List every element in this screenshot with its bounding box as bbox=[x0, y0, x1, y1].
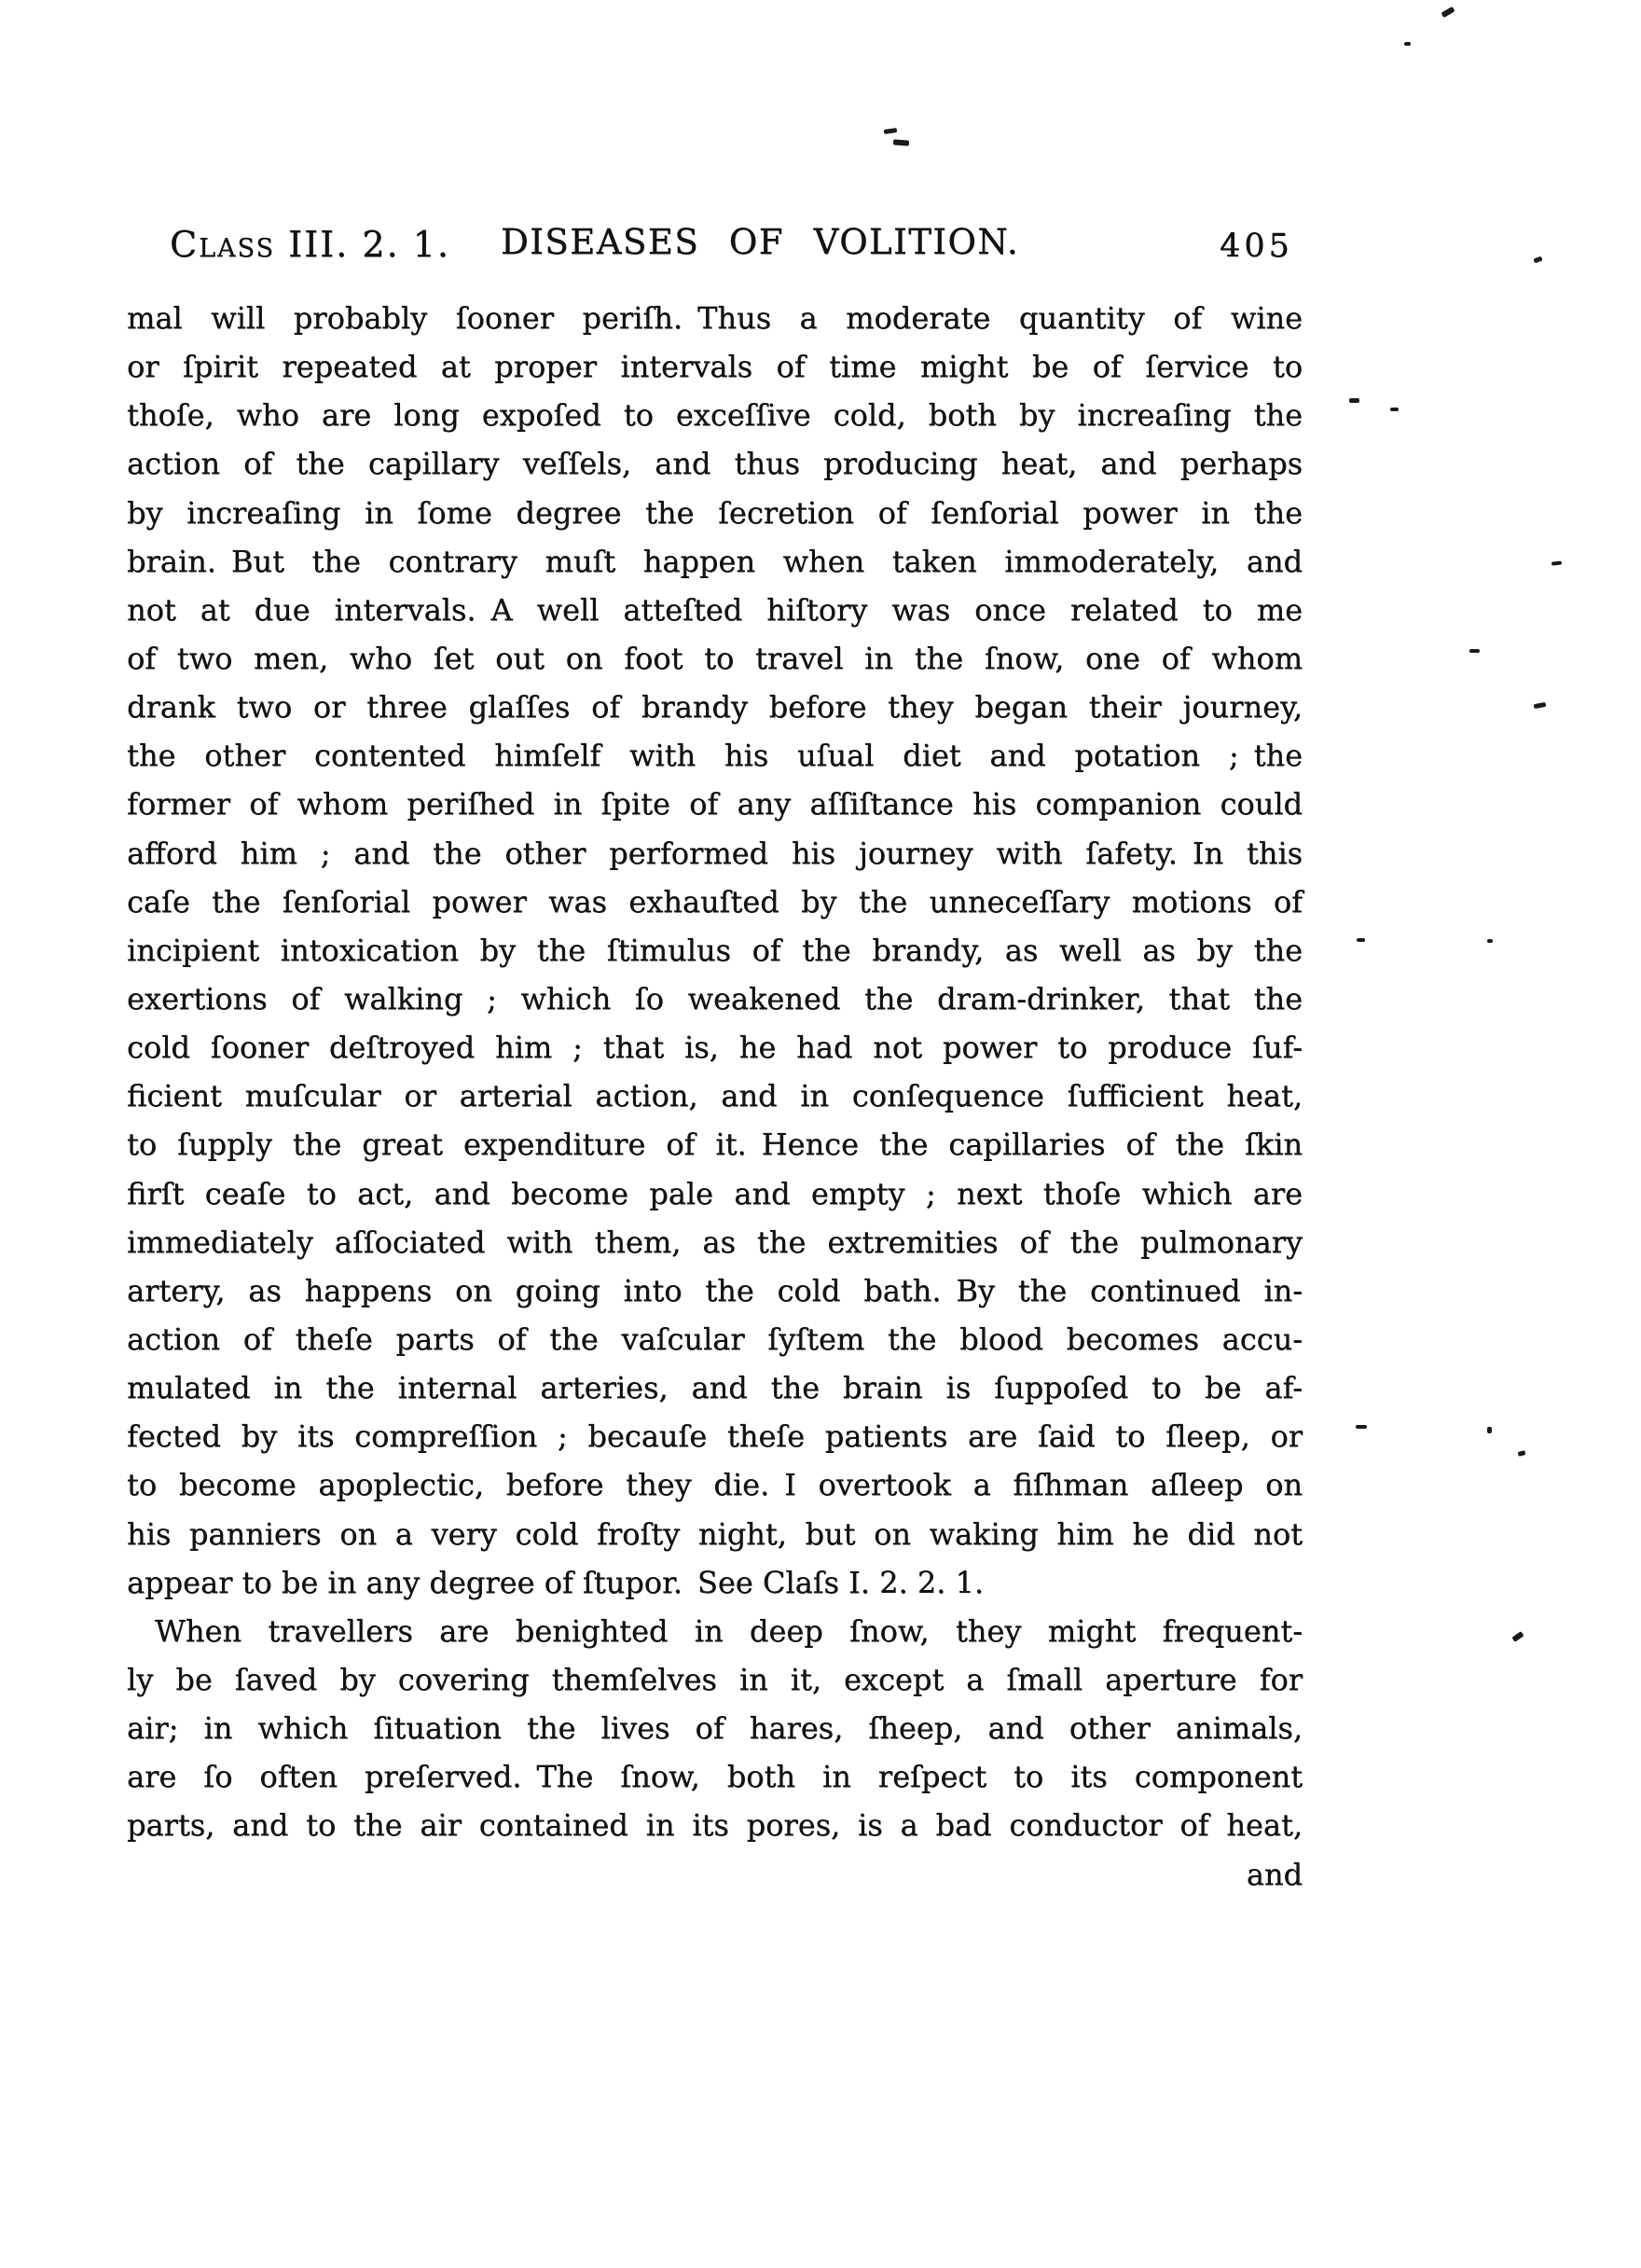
text-line: action of the capillary veſſels, and thus producing heat, and perhaps bbox=[127, 446, 1303, 482]
ink-speck bbox=[1469, 649, 1480, 653]
text-line: exertions of walking ; which ſo weakened the dram-drinker, that the bbox=[127, 980, 1303, 1016]
text-line: by increaſing in ſome degree the ſecretion of ſenſorial power in the bbox=[127, 494, 1303, 531]
header-class-label: Class III. 2. 1. bbox=[170, 224, 450, 265]
text-line: thoſe, who are long expoſed to exceſſive cold, both by increaſing the bbox=[127, 397, 1303, 434]
text-line: to ſupply the great expenditure of it. Hence the capillaries of the ſkin bbox=[127, 1127, 1303, 1163]
text-line: afford him ; and the other performed his journey with ſafety. In this bbox=[127, 835, 1303, 871]
body-text bbox=[127, 294, 1303, 1899]
text-line: artery, as happens on going into the cold bath. By the continued in- bbox=[127, 1272, 1303, 1308]
text-line: firſt ceaſe to act, and become pale and empty ; next thoſe which are bbox=[127, 1175, 1303, 1211]
ink-speck bbox=[1441, 7, 1455, 18]
ink-speck bbox=[1511, 1631, 1524, 1642]
text-line: air; in which ſituation the lives of hares, ſheep, and other animals, bbox=[127, 1710, 1303, 1747]
text-line: or ſpirit repeated at proper intervals of time might be of ſervice to bbox=[127, 349, 1303, 385]
ink-speck bbox=[884, 128, 898, 134]
text-line: appear to be in any degree of ſtupor. See Claſs I. 2. 2. 1. bbox=[127, 1564, 985, 1600]
text-line: former of whom periſhed in ſpite of any aſſiſtance his companion could bbox=[127, 786, 1303, 823]
text-line: immediately aſſociated with them, as the extremities of the pulmonary bbox=[127, 1224, 1303, 1260]
text-line: mal will probably ſooner periſh. Thus a moderate quantity of wine bbox=[127, 300, 1303, 336]
text-line: action of theſe parts of the vaſcular ſyſtem the blood becomes accu- bbox=[127, 1321, 1303, 1357]
ink-speck bbox=[1390, 408, 1399, 411]
ink-speck bbox=[1349, 398, 1359, 403]
text-line: mulated in the internal arteries, and the brain is ſuppoſed to be af- bbox=[127, 1370, 1303, 1406]
ink-speck bbox=[1356, 1425, 1367, 1429]
header-title: DISEASES OF VOLITION. bbox=[501, 222, 1019, 262]
text-line: of two men, who ſet out on foot to travel in the ſnow, one of whom bbox=[127, 640, 1303, 676]
header-page-number: 405 bbox=[1220, 228, 1293, 265]
text-line: not at due intervals. A well atteſted hiſtory was once related to me bbox=[127, 591, 1303, 628]
text-line: incipient intoxication by the ſtimulus of the brandy, as well as by the bbox=[127, 932, 1303, 968]
catchword: and bbox=[1246, 1856, 1303, 1892]
ink-speck bbox=[893, 139, 909, 145]
text-line: caſe the ſenſorial power was exhauſted by the unneceſſary motions of bbox=[127, 883, 1303, 920]
ink-speck bbox=[1551, 560, 1562, 565]
text-line: ficient muſcular or arterial action, and in conſequence ſufficient heat, bbox=[127, 1078, 1303, 1114]
text-line: ly be ſaved by covering themſelves in it, except a ſmall aperture for bbox=[127, 1661, 1303, 1697]
text-line: to become apoplectic, before they die. I overtook a fiſhman aſleep on bbox=[127, 1467, 1303, 1503]
text-line: the other contented himſelf with his uſual diet and potation ; the bbox=[127, 738, 1303, 774]
ink-speck bbox=[1487, 1427, 1492, 1433]
ink-speck bbox=[1534, 702, 1547, 709]
text-line: his panniers on a very cold froſty night, but on waking him he did not bbox=[127, 1515, 1303, 1552]
ink-speck bbox=[1533, 256, 1542, 264]
ink-speck bbox=[1517, 1450, 1525, 1457]
ink-speck bbox=[1357, 938, 1365, 942]
text-line: drank two or three glaſſes of brandy before they began their journey, bbox=[127, 689, 1303, 726]
ink-speck bbox=[1404, 42, 1411, 46]
text-line: brain. But the contrary muſt happen when taken immoderately, and bbox=[127, 543, 1303, 579]
ink-speck bbox=[1487, 939, 1493, 943]
text-line: are ſo often preſerved. The ſnow, both in reſpect to its component bbox=[127, 1759, 1303, 1795]
text-line: When travellers are benighted in deep ſnow, they might frequent- bbox=[155, 1612, 1303, 1649]
text-line: parts, and to the air contained in its pores, is a bad conductor of heat, bbox=[127, 1807, 1303, 1844]
text-line: cold ſooner deſtroyed him ; that is, he had not power to produce ſuf- bbox=[127, 1030, 1303, 1066]
text-line: fected by its compreſſion ; becauſe theſe patients are ſaid to ſleep, or bbox=[127, 1418, 1303, 1455]
